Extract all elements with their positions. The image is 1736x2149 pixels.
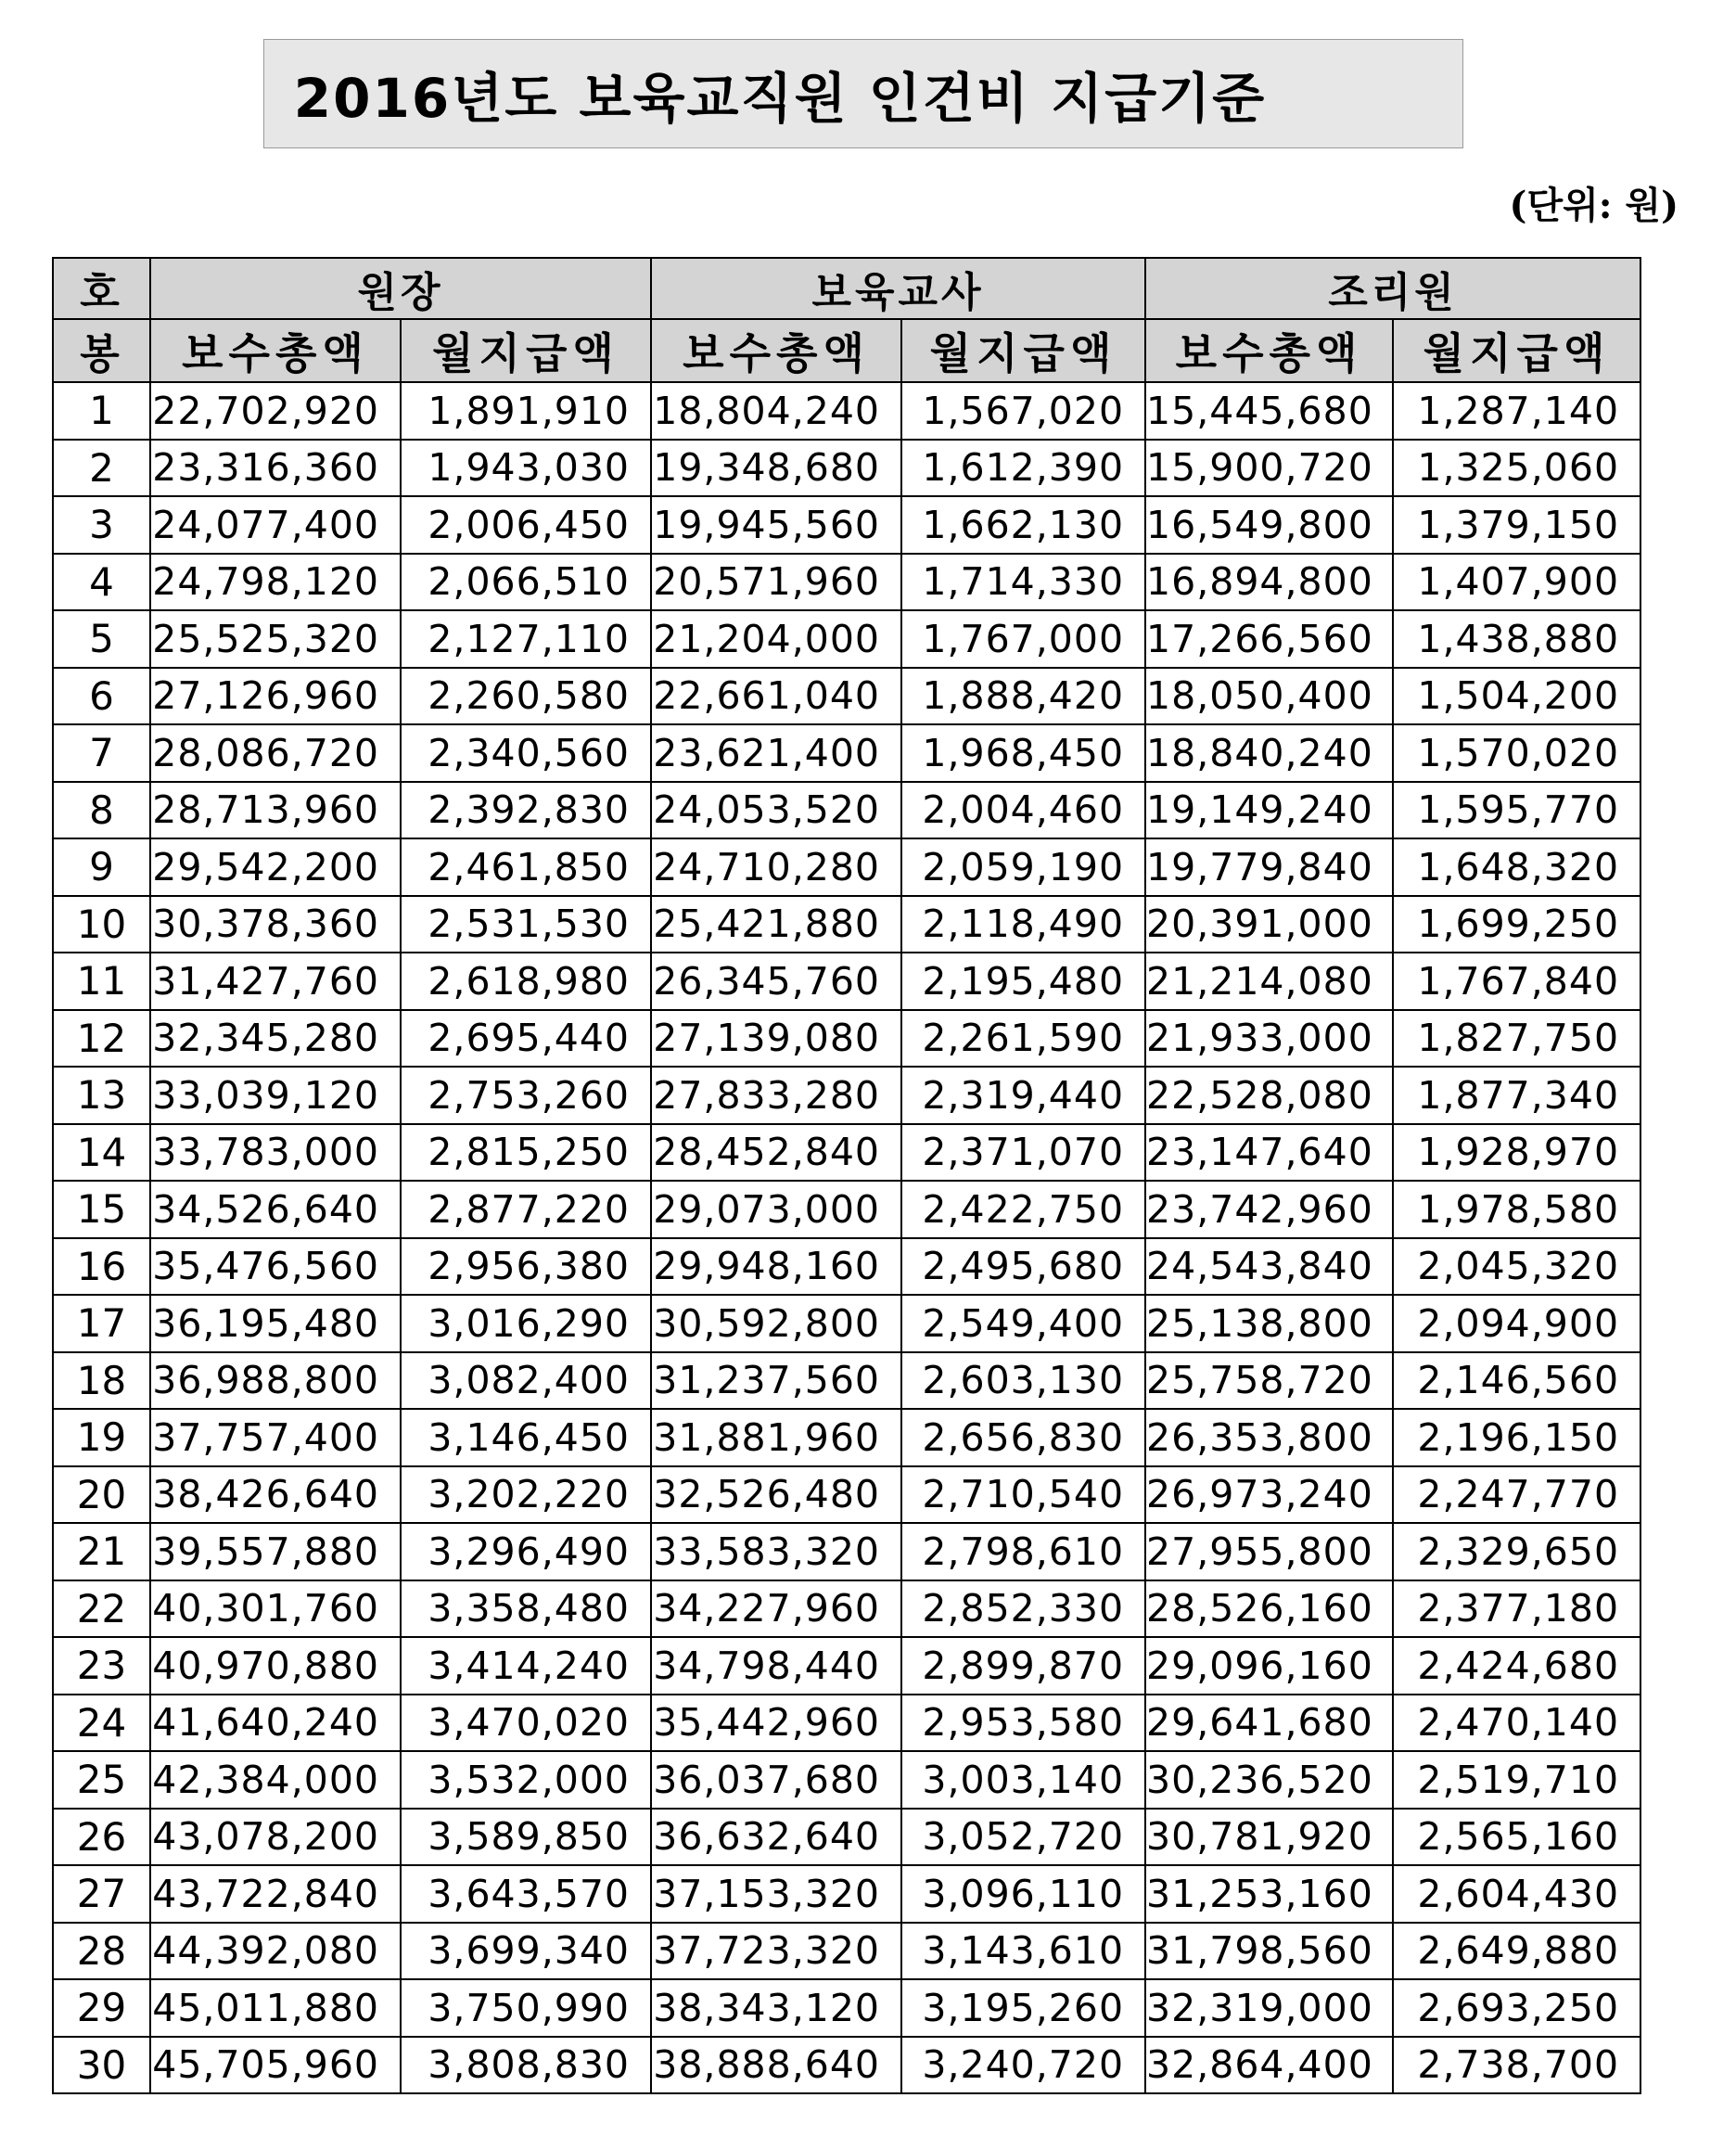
step-cell: 8 [53,782,150,839]
cook-monthly-pay-cell: 1,928,970 [1393,1124,1640,1182]
table-row [53,1409,1640,1466]
cook-annual-total-cell: 18,050,400 [1145,668,1393,725]
table-row [53,953,1640,1010]
teacher-monthly-pay-cell: 1,662,130 [901,496,1145,554]
cook-monthly-pay-cell: 1,978,580 [1393,1181,1640,1238]
teacher-annual-total-cell: 25,421,880 [651,896,901,953]
director-monthly-pay-cell: 3,146,450 [401,1409,651,1466]
step-cell: 11 [53,953,150,1010]
cook-monthly-pay-cell: 1,438,880 [1393,610,1640,668]
step-cell: 7 [53,724,150,782]
director-annual-total-cell: 27,126,960 [150,668,401,725]
table-row [53,2037,1640,2094]
teacher-monthly-pay-cell: 1,968,450 [901,724,1145,782]
step-cell: 17 [53,1295,150,1352]
cook-annual-total-cell: 17,266,560 [1145,610,1393,668]
cook-monthly-pay-cell: 2,649,880 [1393,1923,1640,1980]
director-annual-total-cell: 45,705,960 [150,2037,401,2094]
director-monthly-pay-cell: 2,340,560 [401,724,651,782]
director-annual-total-cell: 23,316,360 [150,440,401,497]
table-row [53,610,1640,668]
step-cell: 2 [53,440,150,497]
step-cell: 9 [53,838,150,896]
director-monthly-pay-cell: 1,943,030 [401,440,651,497]
table-header [53,258,1640,382]
table-row [53,838,1640,896]
group-header-director: 원장 [150,258,651,319]
page-title: 2016년도 보육교직원 인건비 지급기준 [293,67,1267,130]
cook-annual-total-cell: 32,864,400 [1145,2037,1393,2094]
director-monthly-pay-cell: 3,699,340 [401,1923,651,1980]
cook-monthly-pay-cell: 2,693,250 [1393,1979,1640,2037]
subheader-annual-total: 보수총액 [651,319,901,382]
teacher-monthly-pay-cell: 1,888,420 [901,668,1145,725]
teacher-annual-total-cell: 27,833,280 [651,1067,901,1124]
table-row [53,1637,1640,1695]
teacher-monthly-pay-cell: 2,549,400 [901,1295,1145,1352]
step-cell: 12 [53,1010,150,1068]
director-monthly-pay-cell: 3,358,480 [401,1580,651,1638]
cook-annual-total-cell: 16,549,800 [1145,496,1393,554]
director-annual-total-cell: 36,988,800 [150,1352,401,1410]
step-cell: 21 [53,1523,150,1580]
teacher-annual-total-cell: 19,945,560 [651,496,901,554]
teacher-annual-total-cell: 36,632,640 [651,1809,901,1866]
cook-annual-total-cell: 21,933,000 [1145,1010,1393,1068]
step-cell: 15 [53,1181,150,1238]
teacher-annual-total-cell: 36,037,680 [651,1751,901,1809]
cook-monthly-pay-cell: 2,519,710 [1393,1751,1640,1809]
step-header-bottom: 봉 [53,319,150,382]
director-monthly-pay-cell: 2,260,580 [401,668,651,725]
cook-monthly-pay-cell: 1,827,750 [1393,1010,1640,1068]
director-monthly-pay-cell: 2,461,850 [401,838,651,896]
subheader-annual-total: 보수총액 [1145,319,1393,382]
teacher-monthly-pay-cell: 2,371,070 [901,1124,1145,1182]
director-monthly-pay-cell: 3,470,020 [401,1695,651,1752]
teacher-annual-total-cell: 24,053,520 [651,782,901,839]
teacher-monthly-pay-cell: 2,603,130 [901,1352,1145,1410]
teacher-monthly-pay-cell: 2,656,830 [901,1409,1145,1466]
teacher-monthly-pay-cell: 1,714,330 [901,554,1145,611]
cook-monthly-pay-cell: 1,407,900 [1393,554,1640,611]
teacher-monthly-pay-cell: 3,052,720 [901,1809,1145,1866]
cook-annual-total-cell: 28,526,160 [1145,1580,1393,1638]
teacher-annual-total-cell: 28,452,840 [651,1124,901,1182]
teacher-annual-total-cell: 30,592,800 [651,1295,901,1352]
teacher-monthly-pay-cell: 2,495,680 [901,1238,1145,1296]
teacher-monthly-pay-cell: 2,852,330 [901,1580,1145,1638]
cook-annual-total-cell: 29,096,160 [1145,1637,1393,1695]
step-cell: 1 [53,382,150,440]
teacher-monthly-pay-cell: 2,798,610 [901,1523,1145,1580]
cook-monthly-pay-cell: 1,595,770 [1393,782,1640,839]
group-header-cook: 조리원 [1145,258,1640,319]
table-row [53,1181,1640,1238]
teacher-monthly-pay-cell: 1,767,000 [901,610,1145,668]
table-row [53,1865,1640,1923]
director-monthly-pay-cell: 3,750,990 [401,1979,651,2037]
cook-monthly-pay-cell: 2,604,430 [1393,1865,1640,1923]
director-annual-total-cell: 43,078,200 [150,1809,401,1866]
teacher-monthly-pay-cell: 2,261,590 [901,1010,1145,1068]
teacher-annual-total-cell: 24,710,280 [651,838,901,896]
director-monthly-pay-cell: 3,016,290 [401,1295,651,1352]
step-cell: 23 [53,1637,150,1695]
teacher-annual-total-cell: 33,583,320 [651,1523,901,1580]
step-cell: 18 [53,1352,150,1410]
director-monthly-pay-cell: 2,531,530 [401,896,651,953]
teacher-monthly-pay-cell: 2,710,540 [901,1466,1145,1524]
cook-annual-total-cell: 15,900,720 [1145,440,1393,497]
director-annual-total-cell: 39,557,880 [150,1523,401,1580]
cook-annual-total-cell: 22,528,080 [1145,1067,1393,1124]
table-row [53,1238,1640,1296]
director-monthly-pay-cell: 2,753,260 [401,1067,651,1124]
cook-annual-total-cell: 26,353,800 [1145,1409,1393,1466]
cook-annual-total-cell: 16,894,800 [1145,554,1393,611]
director-annual-total-cell: 25,525,320 [150,610,401,668]
table-row [53,1124,1640,1182]
cook-monthly-pay-cell: 1,877,340 [1393,1067,1640,1124]
step-cell: 25 [53,1751,150,1809]
director-monthly-pay-cell: 2,392,830 [401,782,651,839]
cook-monthly-pay-cell: 2,094,900 [1393,1295,1640,1352]
teacher-monthly-pay-cell: 3,240,720 [901,2037,1145,2094]
step-cell: 26 [53,1809,150,1866]
director-monthly-pay-cell: 2,815,250 [401,1124,651,1182]
director-annual-total-cell: 40,970,880 [150,1637,401,1695]
step-cell: 19 [53,1409,150,1466]
cook-monthly-pay-cell: 2,377,180 [1393,1580,1640,1638]
teacher-monthly-pay-cell: 3,003,140 [901,1751,1145,1809]
teacher-annual-total-cell: 35,442,960 [651,1695,901,1752]
teacher-monthly-pay-cell: 2,319,440 [901,1067,1145,1124]
step-cell: 14 [53,1124,150,1182]
cook-annual-total-cell: 20,391,000 [1145,896,1393,953]
cook-monthly-pay-cell: 1,767,840 [1393,953,1640,1010]
director-monthly-pay-cell: 3,643,570 [401,1865,651,1923]
table-row [53,1523,1640,1580]
step-cell: 6 [53,668,150,725]
cook-monthly-pay-cell: 1,648,320 [1393,838,1640,896]
teacher-monthly-pay-cell: 3,143,610 [901,1923,1145,1980]
cook-annual-total-cell: 19,149,240 [1145,782,1393,839]
teacher-monthly-pay-cell: 2,004,460 [901,782,1145,839]
director-annual-total-cell: 31,427,760 [150,953,401,1010]
step-cell: 30 [53,2037,150,2094]
teacher-annual-total-cell: 37,723,320 [651,1923,901,1980]
teacher-monthly-pay-cell: 2,118,490 [901,896,1145,953]
cook-monthly-pay-cell: 2,196,150 [1393,1409,1640,1466]
director-annual-total-cell: 24,798,120 [150,554,401,611]
title-box [263,39,1463,148]
teacher-annual-total-cell: 26,345,760 [651,953,901,1010]
teacher-annual-total-cell: 34,227,960 [651,1580,901,1638]
cook-annual-total-cell: 31,253,160 [1145,1865,1393,1923]
cook-monthly-pay-cell: 1,570,020 [1393,724,1640,782]
table-row [53,668,1640,725]
teacher-annual-total-cell: 31,237,560 [651,1352,901,1410]
director-monthly-pay-cell: 3,532,000 [401,1751,651,1809]
director-annual-total-cell: 28,713,960 [150,782,401,839]
cook-annual-total-cell: 19,779,840 [1145,838,1393,896]
cook-annual-total-cell: 30,781,920 [1145,1809,1393,1866]
teacher-monthly-pay-cell: 2,059,190 [901,838,1145,896]
cook-monthly-pay-cell: 2,565,160 [1393,1809,1640,1866]
step-cell: 5 [53,610,150,668]
table-row [53,724,1640,782]
director-annual-total-cell: 36,195,480 [150,1295,401,1352]
director-monthly-pay-cell: 3,082,400 [401,1352,651,1410]
cook-monthly-pay-cell: 1,699,250 [1393,896,1640,953]
director-annual-total-cell: 29,542,200 [150,838,401,896]
director-annual-total-cell: 33,039,120 [150,1067,401,1124]
table-row [53,1466,1640,1524]
cook-annual-total-cell: 24,543,840 [1145,1238,1393,1296]
teacher-monthly-pay-cell: 2,195,480 [901,953,1145,1010]
cook-monthly-pay-cell: 2,247,770 [1393,1466,1640,1524]
table-row [53,1010,1640,1068]
teacher-annual-total-cell: 38,888,640 [651,2037,901,2094]
step-cell: 27 [53,1865,150,1923]
director-monthly-pay-cell: 3,202,220 [401,1466,651,1524]
teacher-annual-total-cell: 31,881,960 [651,1409,901,1466]
table-row [53,496,1640,554]
director-monthly-pay-cell: 2,695,440 [401,1010,651,1068]
cook-monthly-pay-cell: 1,379,150 [1393,496,1640,554]
cook-monthly-pay-cell: 1,325,060 [1393,440,1640,497]
director-annual-total-cell: 40,301,760 [150,1580,401,1638]
table-row [53,382,1640,440]
teacher-monthly-pay-cell: 1,612,390 [901,440,1145,497]
teacher-annual-total-cell: 20,571,960 [651,554,901,611]
teacher-annual-total-cell: 19,348,680 [651,440,901,497]
group-header-teacher: 보육교사 [651,258,1145,319]
step-cell: 20 [53,1466,150,1524]
director-annual-total-cell: 44,392,080 [150,1923,401,1980]
teacher-monthly-pay-cell: 3,195,260 [901,1979,1145,2037]
step-cell: 3 [53,496,150,554]
director-annual-total-cell: 41,640,240 [150,1695,401,1752]
teacher-annual-total-cell: 23,621,400 [651,724,901,782]
director-monthly-pay-cell: 2,956,380 [401,1238,651,1296]
step-cell: 10 [53,896,150,953]
table-row [53,1809,1640,1866]
step-cell: 29 [53,1979,150,2037]
cook-monthly-pay-cell: 2,470,140 [1393,1695,1640,1752]
cook-monthly-pay-cell: 2,146,560 [1393,1352,1640,1410]
table-row [53,554,1640,611]
step-cell: 16 [53,1238,150,1296]
table-row [53,1979,1640,2037]
table-row [53,440,1640,497]
teacher-annual-total-cell: 21,204,000 [651,610,901,668]
director-monthly-pay-cell: 2,006,450 [401,496,651,554]
cook-annual-total-cell: 25,138,800 [1145,1295,1393,1352]
director-annual-total-cell: 43,722,840 [150,1865,401,1923]
step-cell: 24 [53,1695,150,1752]
teacher-annual-total-cell: 29,948,160 [651,1238,901,1296]
salary-table [52,257,1641,2094]
teacher-monthly-pay-cell: 2,953,580 [901,1695,1145,1752]
table-row [53,1352,1640,1410]
cook-annual-total-cell: 23,147,640 [1145,1124,1393,1182]
cook-monthly-pay-cell: 2,329,650 [1393,1523,1640,1580]
director-monthly-pay-cell: 1,891,910 [401,382,651,440]
table-row [53,782,1640,839]
teacher-annual-total-cell: 37,153,320 [651,1865,901,1923]
step-cell: 4 [53,554,150,611]
cook-monthly-pay-cell: 2,045,320 [1393,1238,1640,1296]
director-monthly-pay-cell: 3,589,850 [401,1809,651,1866]
director-monthly-pay-cell: 3,414,240 [401,1637,651,1695]
teacher-monthly-pay-cell: 2,899,870 [901,1637,1145,1695]
step-cell: 22 [53,1580,150,1638]
cook-monthly-pay-cell: 1,504,200 [1393,668,1640,725]
teacher-monthly-pay-cell: 1,567,020 [901,382,1145,440]
teacher-annual-total-cell: 18,804,240 [651,382,901,440]
table-row [53,1067,1640,1124]
table-row [53,896,1640,953]
teacher-annual-total-cell: 32,526,480 [651,1466,901,1524]
cook-annual-total-cell: 27,955,800 [1145,1523,1393,1580]
director-annual-total-cell: 30,378,360 [150,896,401,953]
cook-annual-total-cell: 15,445,680 [1145,382,1393,440]
teacher-monthly-pay-cell: 3,096,110 [901,1865,1145,1923]
director-annual-total-cell: 24,077,400 [150,496,401,554]
cook-annual-total-cell: 29,641,680 [1145,1695,1393,1752]
cook-annual-total-cell: 25,758,720 [1145,1352,1393,1410]
cook-annual-total-cell: 21,214,080 [1145,953,1393,1010]
step-header-top: 호 [53,258,150,319]
cook-monthly-pay-cell: 1,287,140 [1393,382,1640,440]
teacher-annual-total-cell: 29,073,000 [651,1181,901,1238]
director-annual-total-cell: 38,426,640 [150,1466,401,1524]
director-annual-total-cell: 45,011,880 [150,1979,401,2037]
director-monthly-pay-cell: 2,127,110 [401,610,651,668]
cook-annual-total-cell: 18,840,240 [1145,724,1393,782]
cook-annual-total-cell: 26,973,240 [1145,1466,1393,1524]
director-monthly-pay-cell: 3,808,830 [401,2037,651,2094]
step-cell: 13 [53,1067,150,1124]
director-monthly-pay-cell: 2,877,220 [401,1181,651,1238]
teacher-monthly-pay-cell: 2,422,750 [901,1181,1145,1238]
subheader-annual-total: 보수총액 [150,319,401,382]
unit-label: (단위: 원) [1509,184,1679,227]
table-body [53,382,1640,2093]
director-monthly-pay-cell: 2,066,510 [401,554,651,611]
cook-annual-total-cell: 23,742,960 [1145,1181,1393,1238]
teacher-annual-total-cell: 27,139,080 [651,1010,901,1068]
cook-annual-total-cell: 30,236,520 [1145,1751,1393,1809]
subheader-monthly-pay: 월지급액 [401,319,651,382]
teacher-annual-total-cell: 38,343,120 [651,1979,901,2037]
director-monthly-pay-cell: 2,618,980 [401,953,651,1010]
teacher-annual-total-cell: 22,661,040 [651,668,901,725]
subheader-monthly-pay: 월지급액 [901,319,1145,382]
table-row [53,1923,1640,1980]
table-row [53,1295,1640,1352]
director-annual-total-cell: 22,702,920 [150,382,401,440]
director-annual-total-cell: 37,757,400 [150,1409,401,1466]
cook-monthly-pay-cell: 2,738,700 [1393,2037,1640,2094]
cook-annual-total-cell: 31,798,560 [1145,1923,1393,1980]
director-annual-total-cell: 32,345,280 [150,1010,401,1068]
director-annual-total-cell: 33,783,000 [150,1124,401,1182]
step-cell: 28 [53,1923,150,1980]
table-row [53,1695,1640,1752]
cook-monthly-pay-cell: 2,424,680 [1393,1637,1640,1695]
teacher-annual-total-cell: 34,798,440 [651,1637,901,1695]
subheader-monthly-pay: 월지급액 [1393,319,1640,382]
director-annual-total-cell: 35,476,560 [150,1238,401,1296]
director-annual-total-cell: 34,526,640 [150,1181,401,1238]
director-monthly-pay-cell: 3,296,490 [401,1523,651,1580]
cook-annual-total-cell: 32,319,000 [1145,1979,1393,2037]
director-annual-total-cell: 28,086,720 [150,724,401,782]
director-annual-total-cell: 42,384,000 [150,1751,401,1809]
table-row [53,1580,1640,1638]
table-row [53,1751,1640,1809]
